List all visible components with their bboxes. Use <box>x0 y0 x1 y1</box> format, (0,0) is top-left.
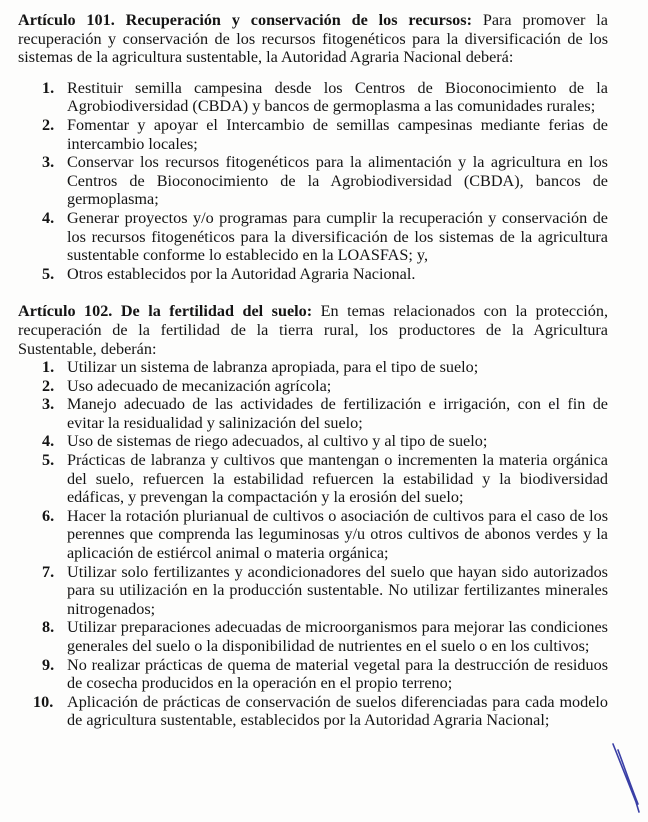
list-item <box>18 618 608 655</box>
list-item <box>18 451 608 507</box>
list-item-text: Generar proyectos y/o programas para cumplir la recuperación y conservación de los recursos fitogenéticos para la diversificación de los sistemas de la agricultura sustentable conforme lo establecido en la LOASFAS; y, <box>67 208 608 265</box>
article-102-heading: Artículo 102. De la fertilidad del suelo: <box>18 302 313 321</box>
list-item <box>18 358 608 377</box>
list-item <box>18 377 608 396</box>
list-item-number: 6. <box>42 506 55 525</box>
list-item-number: 7. <box>42 562 55 581</box>
article-102-paragraph <box>18 302 608 358</box>
pen-mark <box>612 742 646 816</box>
list-item <box>18 395 608 432</box>
list-item <box>18 153 608 209</box>
list-item-text: Utilizar un sistema de labranza apropiada, para el tipo de suelo; <box>67 358 479 377</box>
list-item-number: 5. <box>42 264 55 283</box>
list-item-text: Uso de sistemas de riego adecuados, al cultivo y al tipo de suelo; <box>67 432 488 451</box>
list-item <box>18 116 608 153</box>
list-item-number: 4. <box>42 208 55 227</box>
list-item-number: 3. <box>42 153 55 172</box>
list-item-number: 4. <box>42 432 55 451</box>
list-item-number: 8. <box>42 618 55 637</box>
list-item-text: Aplicación de prácticas de conservación de suelos diferenciadas para cada modelo de agricultura sustentable, establecidos por la Autoridad Agraria Nacional; <box>67 692 608 730</box>
list-item-text: Prácticas de labranza y cultivos que mantengan o incrementen la materia orgánica del suelo, refuercen la estabilidad refuercen la estabilidad y la biodiversidad edáficas, y prevengan la compactación y la erosión del suelo; <box>67 451 608 507</box>
list-item-number: 1. <box>42 358 55 377</box>
list-item <box>18 79 608 116</box>
list-item-text: Hacer la rotación plurianual de cultivos o asociación de cultivos para el caso de los perennes que comprenda las leguminosas y/u otros cultivos de abonos verdes y la aplicación de estiércol animal o materia orgánica; <box>67 506 608 563</box>
list-item-text: Uso adecuado de mecanización agrícola; <box>67 376 332 395</box>
article-101-list <box>18 79 608 284</box>
list-item-text: Manejo adecuado de las actividades de fertilización e irrigación, con el fin de evitar la residualidad y salinización del suelo; <box>67 395 608 432</box>
list-item <box>18 265 608 284</box>
list-item <box>18 656 608 693</box>
list-item <box>18 693 608 730</box>
article-102-intro: En temas relacionados con la protección, recuperación de la fertilidad de la tierra rural, los productores de la Agricultura Sustentable, deberán: <box>18 302 608 358</box>
list-item-number: 1. <box>42 78 55 97</box>
list-item-text: No realizar prácticas de quema de material vegetal para la destrucción de residuos de cosecha producidos en la operación en el propio terreno; <box>67 655 608 693</box>
list-item <box>18 209 608 265</box>
list-item-number: 9. <box>42 655 55 674</box>
list-item-text: Utilizar preparaciones adecuadas de microorganismos para mejorar las condiciones generales del suelo o la disponibilidad de nutrientes en el suelo o en los cultivos; <box>67 618 608 655</box>
list-item-number: 5. <box>42 451 55 470</box>
list-item-number: 10. <box>33 692 54 711</box>
document-page <box>18 11 608 730</box>
list-item-text: Utilizar solo fertilizantes y acondicionadores del suelo que hayan sido autorizados para su utilización en la producción sustentable. No utilizar fertilizantes minerales nitrogenados; <box>67 562 608 618</box>
list-item-text: Conservar los recursos fitogenéticos para la alimentación y la agricultura en los Centros de Bioconocimiento de la Agrobiodiversidad (CBDA), bancos de germoplasma; <box>67 153 608 209</box>
list-item-text: Fomentar y apoyar el Intercambio de semillas campesinas mediante ferias de intercambio locales; <box>67 115 608 153</box>
list-item-number: 2. <box>42 376 55 395</box>
list-item-text: Restituir semilla campesina desde los Centros de Bioconocimiento de la Agrobiodiversidad (CBDA) y bancos de germoplasma a las comunidades rurales; <box>67 78 608 116</box>
article-101-paragraph <box>18 11 608 67</box>
list-item-text: Otros establecidos por la Autoridad Agraria Nacional. <box>67 264 416 283</box>
list-item <box>18 432 608 451</box>
list-item <box>18 507 608 563</box>
article-101-heading: Artículo 101. Recuperación y conservación de los recursos: <box>18 11 472 29</box>
article-102-list <box>18 358 608 730</box>
list-item-number: 3. <box>42 395 55 414</box>
list-item <box>18 563 608 619</box>
article-101-intro: Para promover la recuperación y conservación de los recursos fitogenéticos para la diversificación de los sistemas de la agricultura sustentable, la Autoridad Agraria Nacional deberá: <box>18 11 608 67</box>
list-item-number: 2. <box>42 115 55 134</box>
